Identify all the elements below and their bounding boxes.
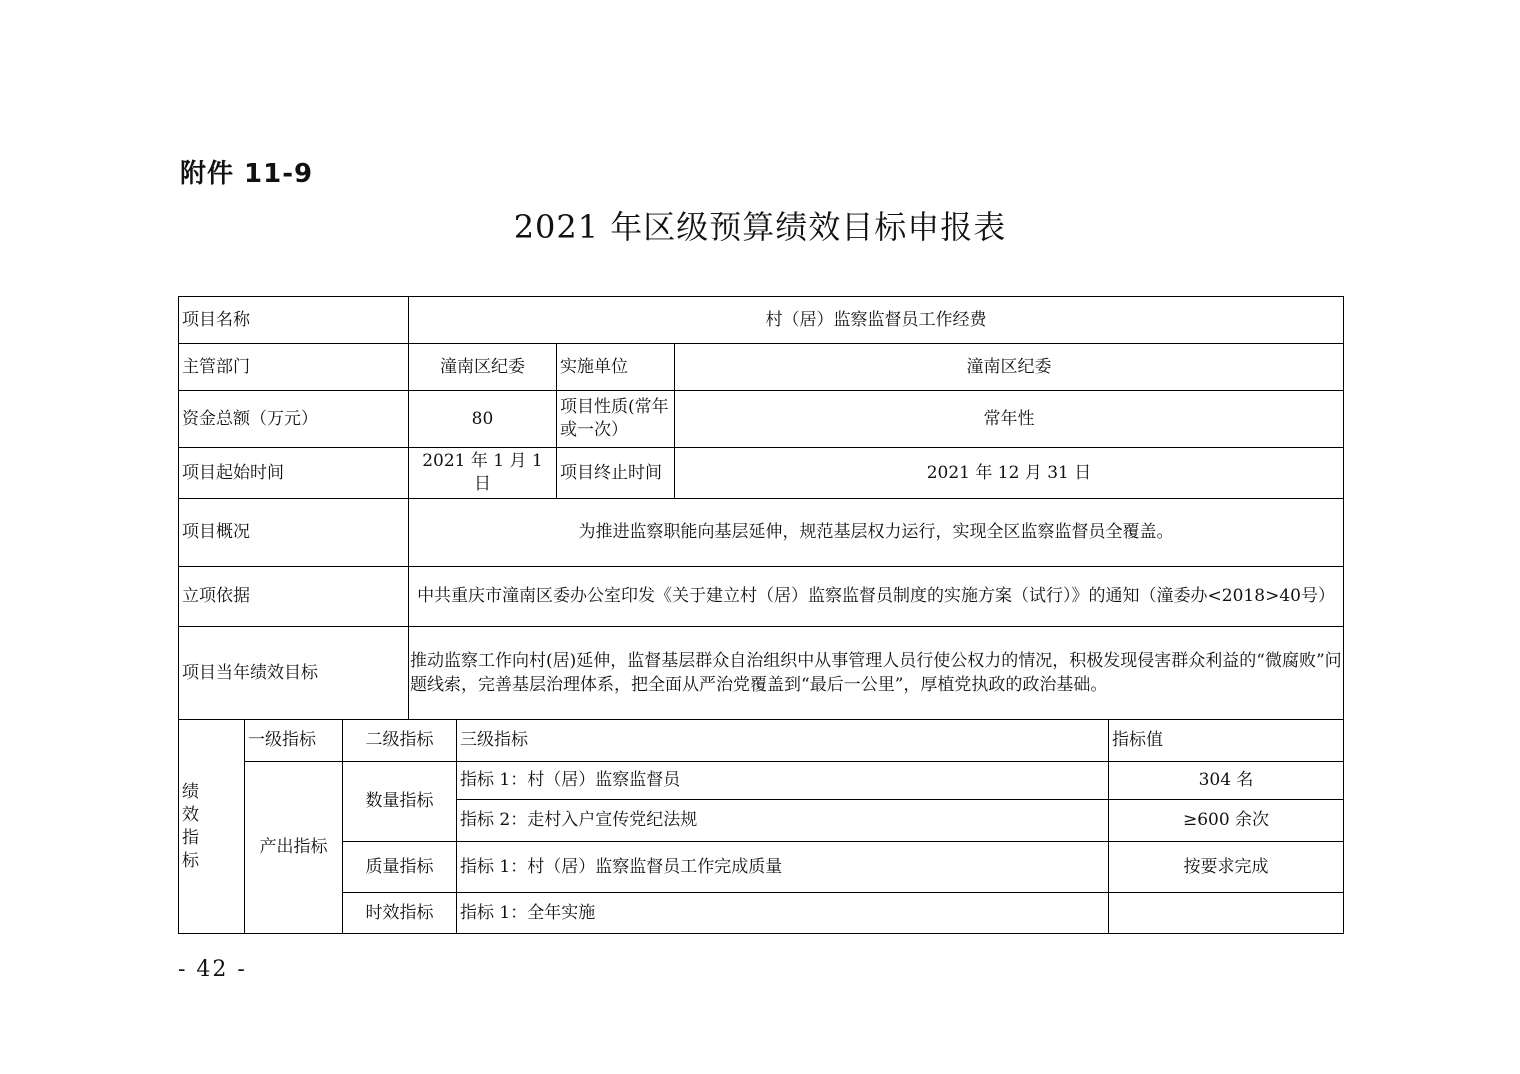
row-funds [179,391,1344,448]
quality-indicator-label: 质量指标 [343,842,457,893]
level1-output-label: 产出指标 [245,762,343,934]
goal-value: 推动监察工作向村(居)延伸，监督基层群众自治组织中从事管理人员行使公权力的情况，积极发现侵害群众利益的“微腐败”问题线索，完善基层治理体系，把全面从严治党覆盖到“最后一公里”，厚植党执政的政治基础。 [409,627,1344,720]
header-level3: 三级指标 [457,720,1109,762]
funds-label: 资金总额（万元） [179,391,409,448]
start-time-label: 项目起始时间 [179,448,409,499]
row-basis [179,567,1344,627]
indicator-value [1109,893,1344,934]
page-number: - 42 - [178,957,247,982]
header-level1: 一级指标 [245,720,343,762]
row-project-name [179,297,1344,344]
indicator-name: 指标 1：村（居）监察监督员 [457,762,1109,800]
overview-value: 为推进监察职能向基层延伸，规范基层权力运行，实现全区监察监督员全覆盖。 [409,499,1344,567]
end-time-value: 2021 年 12 月 31 日 [675,448,1344,499]
goal-label: 项目当年绩效目标 [179,627,409,720]
end-time-label: 项目终止时间 [557,448,675,499]
budget-performance-table [178,296,1344,934]
header-level2: 二级指标 [343,720,457,762]
basis-label: 立项依据 [179,567,409,627]
indicator-value: 304 名 [1109,762,1344,800]
department-value: 潼南区纪委 [409,344,557,391]
impl-unit-label: 实施单位 [557,344,675,391]
row-department [179,344,1344,391]
indicator-value: ≥600 余次 [1109,800,1344,842]
header-value: 指标值 [1109,720,1344,762]
indicator-header-row [179,720,1344,762]
funds-value: 80 [409,391,557,448]
overview-label: 项目概况 [179,499,409,567]
project-name-label: 项目名称 [179,297,409,344]
start-time-value: 2021 年 1 月 1 日 [409,448,557,499]
attachment-label: 附件 11-9 [180,159,314,189]
indicator-value: 按要求完成 [1109,842,1344,893]
indicator-row [179,842,1344,893]
row-goal [179,627,1344,720]
row-period [179,448,1344,499]
indicator-name: 指标 2：走村入户宣传党纪法规 [457,800,1109,842]
indicator-row [179,893,1344,934]
department-label: 主管部门 [179,344,409,391]
document-title: 2021 年区级预算绩效目标申报表 [513,208,1007,246]
project-nature-label: 项目性质(常年或一次） [557,391,675,448]
indicator-name: 指标 1：村（居）监察监督员工作完成质量 [457,842,1109,893]
project-nature-value: 常年性 [675,391,1344,448]
indicator-row [179,762,1344,800]
performance-indicator-section-label [179,720,245,934]
row-overview [179,499,1344,567]
timeliness-indicator-label: 时效指标 [343,893,457,934]
performance-indicator-vertical-text: 绩 效 指 标 [182,781,199,871]
impl-unit-value: 潼南区纪委 [675,344,1344,391]
project-name-value: 村（居）监察监督员工作经费 [409,297,1344,344]
quantity-indicator-label: 数量指标 [343,762,457,842]
indicator-name: 指标 1：全年实施 [457,893,1109,934]
basis-value: 中共重庆市潼南区委办公室印发《关于建立村（居）监察监督员制度的实施方案（试行）》的通知（潼委办<2018>40号） [409,567,1344,627]
